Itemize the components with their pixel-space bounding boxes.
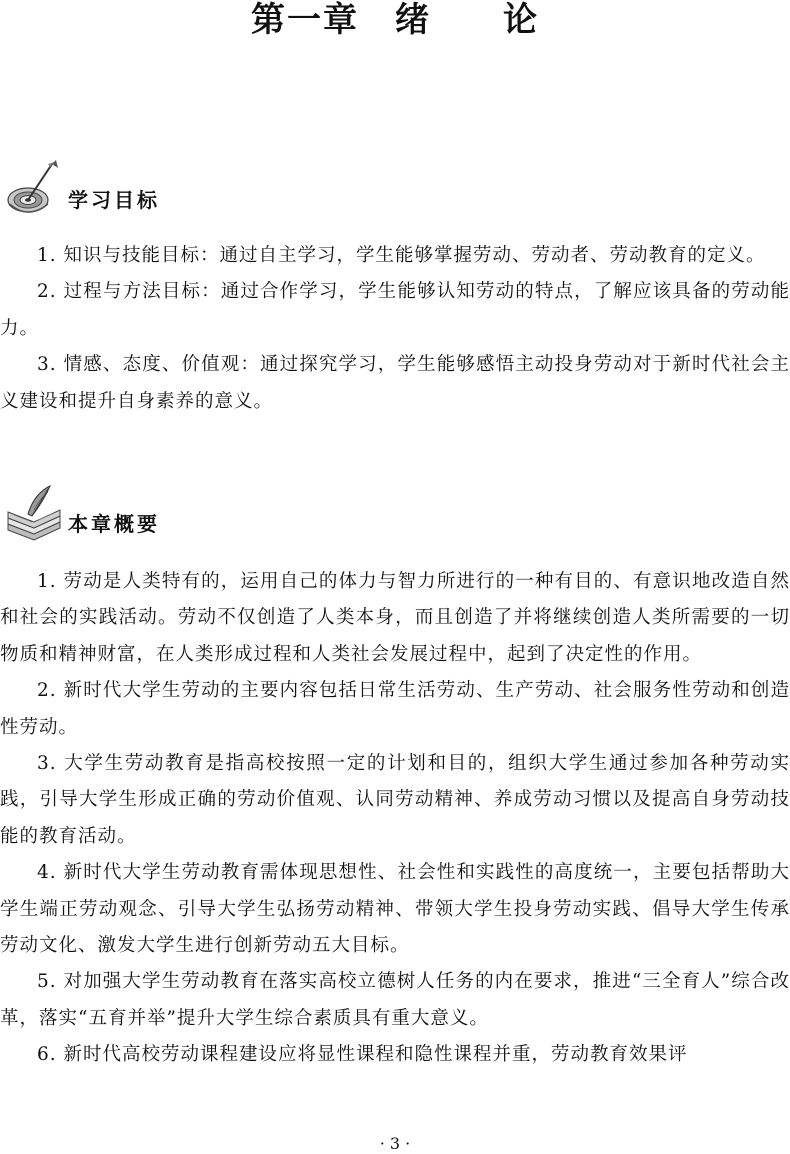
target-dart-icon — [4, 160, 62, 220]
objective-item: 3. 情感、态度、价值观：通过探究学习，学生能够感悟主动投身劳动对于新时代社会主义建设和提升自身素养的意义。 — [0, 354, 790, 412]
summary-item: 6. 新时代高校劳动课程建设应将显性课程和隐性课程并重，劳动教育效果评 — [37, 1044, 688, 1066]
section-heading: 本章概要 — [68, 512, 160, 536]
learning-objectives-section — [0, 160, 790, 412]
page-number: · 3 · — [379, 1134, 411, 1153]
section-heading: 学习目标 — [68, 188, 160, 212]
objectives-list — [0, 238, 790, 420]
summary-item: 2. 新时代大学生劳动的主要内容包括日常生活劳动、生产劳动、社会服务性劳动和创造性劳动。 — [0, 680, 790, 738]
chapter-title: 第一章 绪 论 — [251, 0, 539, 40]
objective-item: 2. 过程与方法目标：通过合作学习，学生能够认知劳动的特点，了解应该具备的劳动能力。 — [0, 281, 790, 339]
summary-item: 4. 新时代大学生劳动教育需体现思想性、社会性和实践性的高度统一，主要包括帮助大学生端正劳动观念、引导大学生弘扬劳动精神、带领大学生投身劳动实践、倡导大学生传承劳动文化、激发大学生进行创新劳动五大目标。 — [0, 862, 790, 957]
summary-list — [0, 564, 790, 1074]
summary-item: 5. 对加强大学生劳动教育在落实高校立德树人任务的内在要求，推进“三全育人”综合改革，落实“五育并举”提升大学生综合素质具有重大意义。 — [0, 971, 790, 1029]
section-header — [0, 484, 790, 544]
section-header — [0, 160, 790, 220]
summary-item: 3. 大学生劳动教育是指高校按照一定的计划和目的，组织大学生通过参加各种劳动实践，引导大学生形成正确的劳动价值观、认同劳动精神、养成劳动习惯以及提高自身劳动技能的教育活动。 — [0, 753, 790, 847]
book-quill-icon — [4, 484, 62, 544]
chapter-summary-section — [0, 484, 790, 1066]
summary-item: 1. 劳动是人类特有的，运用自己的体力与智力所进行的一种有目的、有意识地改造自然和社会的实践活动。劳动不仅创造了人类本身，而且创造了并将继续创造人类所需要的一切物质和精神财富，在人类形成过程和人类社会发展过程中，起到了决定性的作用。 — [0, 571, 790, 665]
objective-item: 1. 知识与技能目标：通过自主学习，学生能够掌握劳动、劳动者、劳动教育的定义。 — [37, 245, 766, 266]
